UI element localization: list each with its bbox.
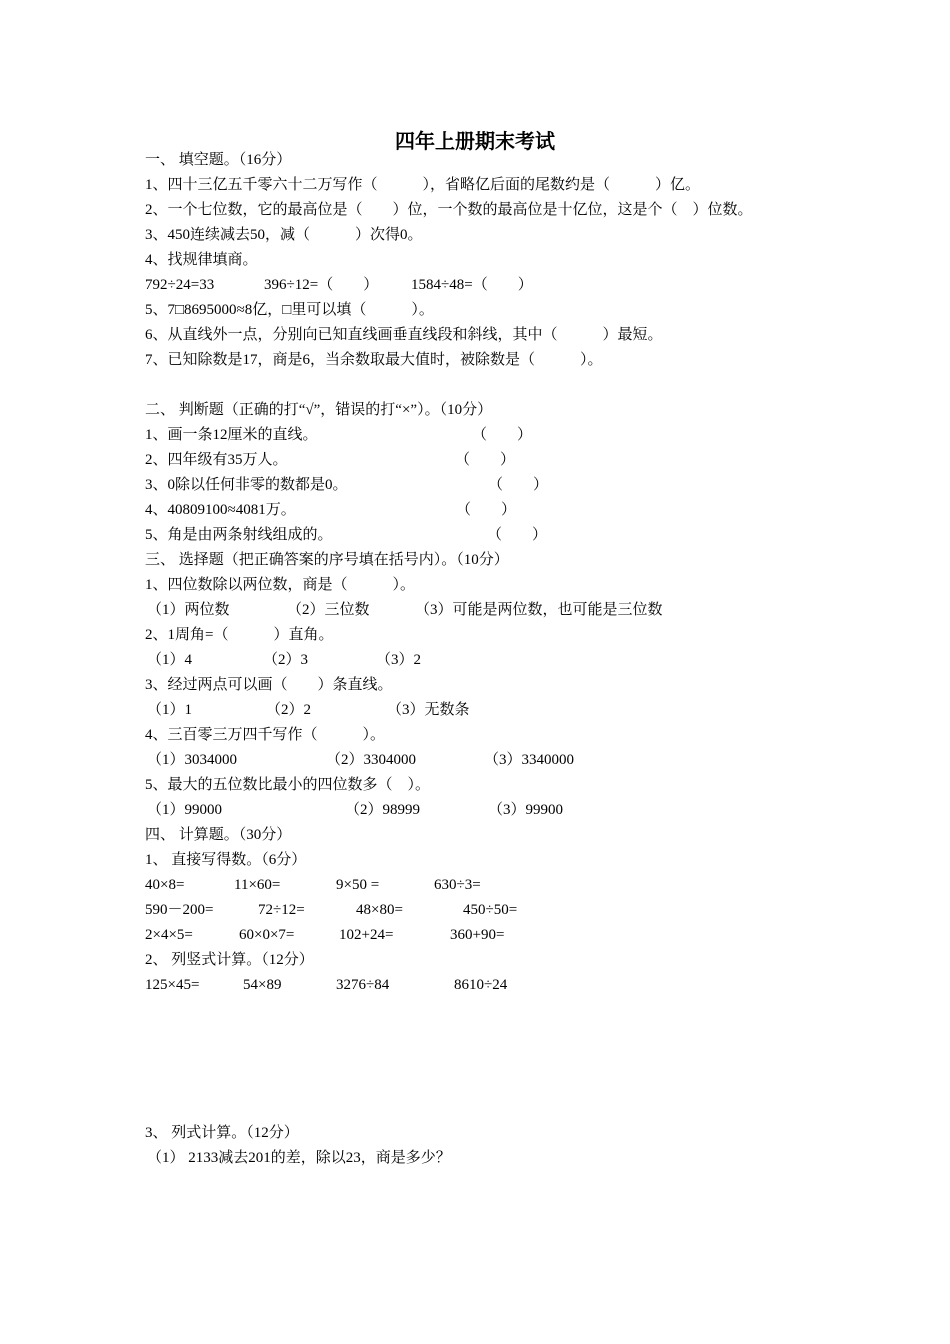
s4-part-3: 3、 列式计算。（12分） [145, 1125, 299, 1141]
s3-q1-option: （1）两位数 [147, 602, 230, 618]
calc-item: 60×0×7= [239, 927, 295, 943]
s4-part-2: 2、 列竖式计算。（12分） [145, 952, 314, 968]
s4-p3-question-1: （1） 2133减去201的差，除以23，商是多少？ [147, 1150, 451, 1166]
section-3-header: 三、 选择题（把正确答案的序号填在括号内）。（10分） [145, 552, 509, 568]
s2-item-text: 2、四年级有35万人。 [145, 452, 288, 468]
s1-question-3: 3、450连续减去50，减（ ）次得0。 [145, 227, 423, 243]
calc-item: 2×4×5= [145, 927, 193, 943]
s2-answer-box: （ ） [487, 527, 548, 543]
s3-q4-option: （3）3340000 [484, 752, 575, 768]
calc-item: 450÷50= [463, 902, 518, 918]
calc-item: 630÷3= [434, 877, 481, 893]
section-1-header: 一、 填空题。（16分） [145, 152, 292, 168]
s2-item-text: 4、40809100≈4081万。 [145, 502, 296, 518]
calc-item: 102+24= [339, 927, 394, 943]
s3-question-5: 5、最大的五位数比最小的四位数多（ ）。 [145, 777, 431, 793]
s3-q3-option: （3）无数条 [387, 702, 470, 718]
s3-q5-option: （2）98999 [345, 802, 421, 818]
s3-q4-option: （2）3304000 [326, 752, 417, 768]
s2-item-text: 1、画一条12厘米的直线。 [145, 427, 318, 443]
s1-question-4: 4、找规律填商。 [145, 252, 258, 268]
s3-q3-option: （2）2 [266, 702, 312, 718]
vertical-calc-item: 54×89 [243, 977, 282, 993]
calc-item: 72÷12= [258, 902, 305, 918]
page-title: 四年上册期末考试 [395, 131, 555, 153]
s2-item-text: 3、0除以任何非零的数都是0。 [145, 477, 348, 493]
s3-question-2: 2、1周角=（ ）直角。 [145, 627, 334, 643]
section-4-header: 四、 计算题。（30分） [145, 827, 292, 843]
s3-q2-option: （2）3 [263, 652, 309, 668]
vertical-calc-item: 125×45= [145, 977, 200, 993]
s3-q2-option: （1）4 [147, 652, 193, 668]
s2-answer-box: （ ） [472, 427, 533, 443]
calc-item: 360+90= [450, 927, 505, 943]
s3-q4-option: （1）3034000 [147, 752, 238, 768]
s2-answer-box: （ ） [488, 477, 549, 493]
calc-item: 40×8= [145, 877, 185, 893]
s1-q4-item: 792÷24=33 [145, 277, 215, 293]
s3-q5-option: （1）99000 [147, 802, 223, 818]
s3-q1-option: （3）可能是两位数，也可能是三位数 [415, 602, 663, 618]
section-2-header: 二、 判断题（正确的打“√”，错误的打“×”）。（10分） [145, 402, 493, 418]
calc-item: 590－200= [145, 902, 214, 918]
s1-question-5: 5、7□8695000≈8亿，□里可以填（ ）。 [145, 302, 434, 318]
s3-question-4: 4、三百零三万四千写作（ ）。 [145, 727, 386, 743]
calc-item: 11×60= [234, 877, 281, 893]
calc-item: 9×50 = [336, 877, 380, 893]
s1-q4-item: 1584÷48=（ ） [411, 277, 533, 293]
s2-answer-box: （ ） [456, 502, 517, 518]
s3-question-1: 1、四位数除以两位数，商是（ ）。 [145, 577, 416, 593]
s2-answer-box: （ ） [455, 452, 516, 468]
s3-q3-option: （1）1 [147, 702, 193, 718]
calc-item: 48×80= [356, 902, 403, 918]
s4-part-1: 1、 直接写得数。（6分） [145, 852, 307, 868]
s3-q1-option: （2）三位数 [287, 602, 370, 618]
s1-q4-item: 396÷12=（ ） [264, 277, 379, 293]
vertical-calc-item: 8610÷24 [454, 977, 508, 993]
s3-q2-option: （3）2 [376, 652, 422, 668]
s1-question-6: 6、从直线外一点，分别向已知直线画垂直线段和斜线，其中（ ）最短。 [145, 327, 663, 343]
s2-item-text: 5、角是由两条射线组成的。 [145, 527, 333, 543]
s3-q5-option: （3）99900 [488, 802, 564, 818]
s1-question-2: 2、一个七位数，它的最高位是（ ）位，一个数的最高位是十亿位，这是个（ ）位数。 [145, 202, 753, 218]
s3-question-3: 3、经过两点可以画（ ）条直线。 [145, 677, 393, 693]
s1-question-1: 1、四十三亿五千零六十二万写作（ ），省略亿后面的尾数约是（ ）亿。 [145, 177, 701, 193]
s1-question-7: 7、已知除数是17，商是6，当余数取最大值时，被除数是（ ）。 [145, 352, 603, 368]
vertical-calc-item: 3276÷84 [336, 977, 390, 993]
